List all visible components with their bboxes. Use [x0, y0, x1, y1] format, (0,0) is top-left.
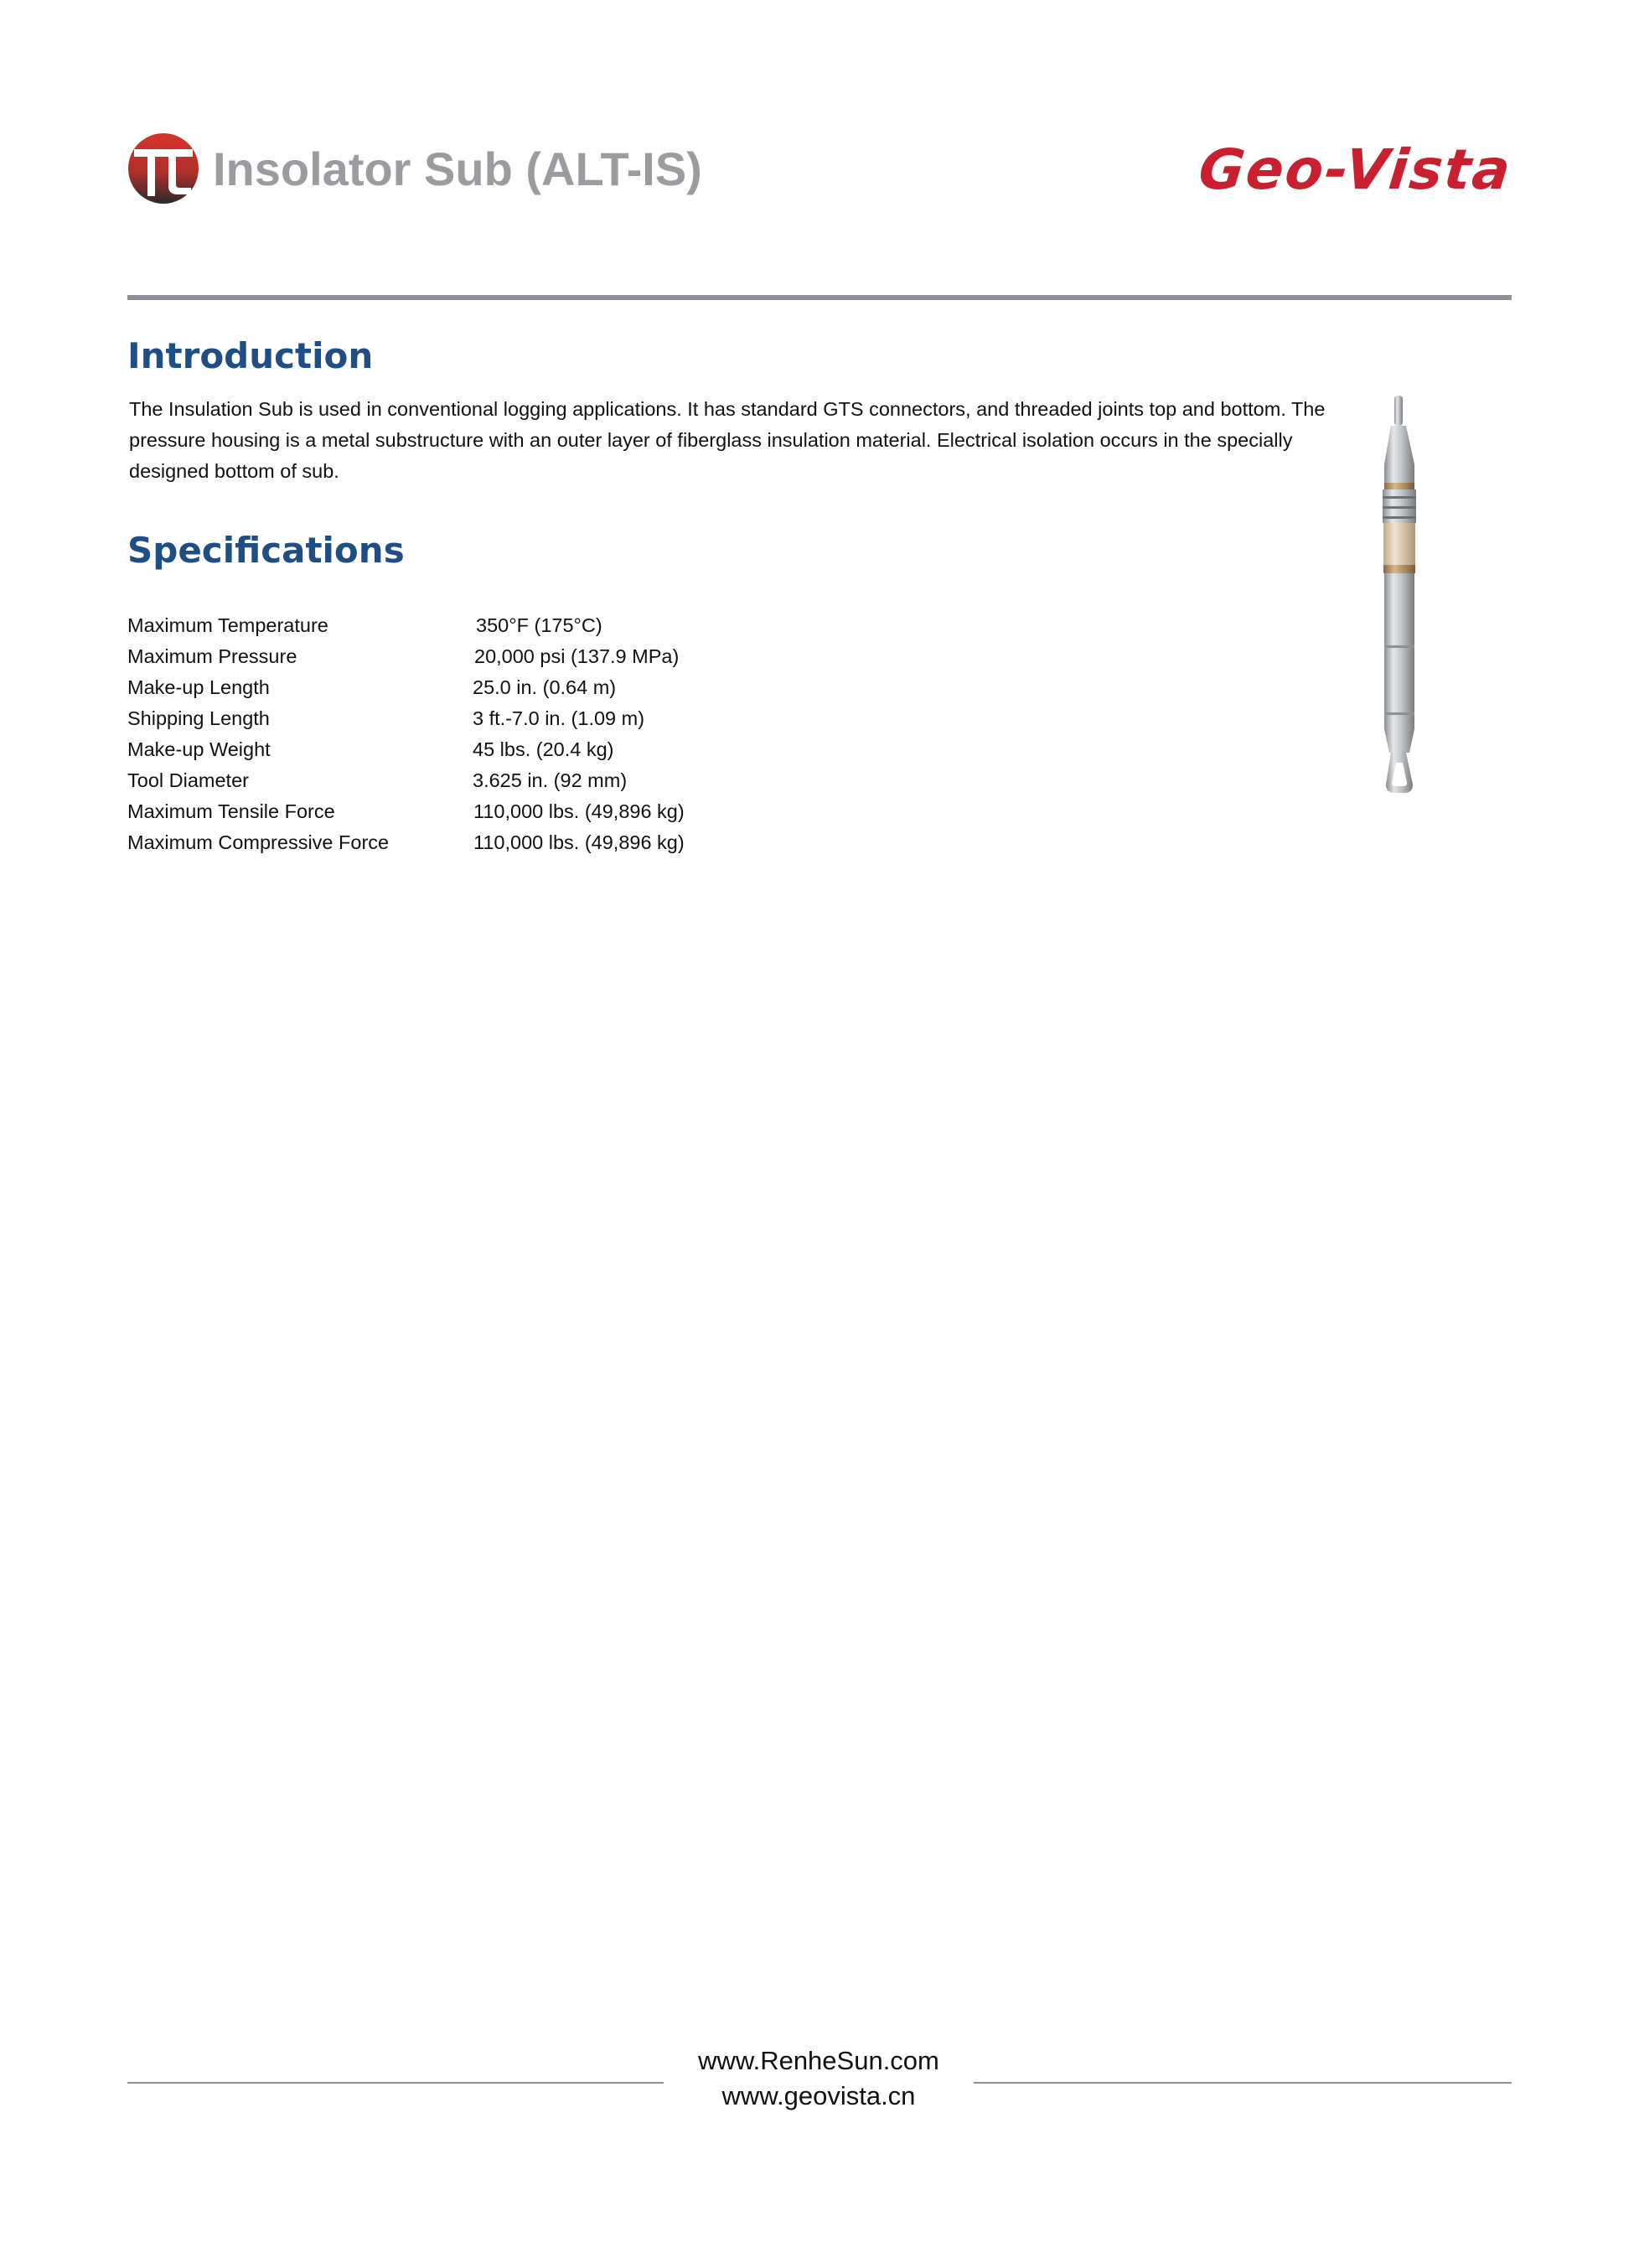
insulator-sub-tool-image [1366, 394, 1433, 796]
spec-value: 25.0 in. (0.64 m) [473, 676, 617, 698]
spec-row [127, 641, 882, 672]
footer-link-renhesun[interactable]: www.RenheSun.com [698, 2046, 939, 2075]
spec-label: Maximum Compressive Force [127, 831, 390, 853]
spec-label: Make-up Length [127, 676, 270, 698]
footer-link-geovista[interactable]: www.geovista.cn [721, 2081, 916, 2110]
spec-value: 3 ft.-7.0 in. (1.09 m) [473, 707, 645, 729]
spec-label: Shipping Length [127, 707, 270, 729]
spec-label: Tool Diameter [127, 769, 249, 791]
brand-logo: Geo-Vista [1196, 137, 1516, 202]
spec-label: Maximum Pressure [127, 645, 297, 667]
spec-row [127, 672, 882, 703]
specifications-heading: Specifications [127, 530, 405, 571]
spec-value: 110,000 lbs. (49,896 kg) [473, 831, 685, 853]
spec-label: Maximum Tensile Force [127, 800, 335, 822]
spec-row [127, 827, 882, 858]
spec-value: 350°F (175°C) [476, 614, 602, 636]
spec-row [127, 734, 882, 765]
company-logo-icon [127, 132, 199, 205]
footer-links [664, 2043, 974, 2114]
footer-divider-left [127, 2082, 664, 2084]
introduction-heading: Introduction [127, 335, 374, 376]
spec-value: 20,000 psi (137.9 MPa) [474, 645, 680, 667]
spec-value: 45 lbs. (20.4 kg) [473, 738, 614, 760]
footer-divider-right [974, 2082, 1512, 2084]
spec-row [127, 765, 882, 796]
spec-row [127, 610, 882, 641]
introduction-text: The Insulation Sub is used in conventional logging applications. It has standard GTS connectors, and threaded joints top and bottom. The pressure housing is a metal substructure with an outer layer of fiberglass insulation material. Electrical isolation occurs in the specially designed bottom of sub. [129, 398, 1326, 482]
specifications-table [127, 610, 882, 858]
spec-value: 110,000 lbs. (49,896 kg) [473, 800, 685, 822]
spec-row [127, 703, 882, 734]
spec-value: 3.625 in. (92 mm) [473, 769, 628, 791]
spec-label: Make-up Weight [127, 738, 271, 760]
page-title: Insolator Sub (ALT-IS) [213, 142, 702, 195]
spec-label: Maximum Temperature [127, 614, 328, 636]
spec-row [127, 796, 882, 827]
header-divider [127, 295, 1512, 300]
